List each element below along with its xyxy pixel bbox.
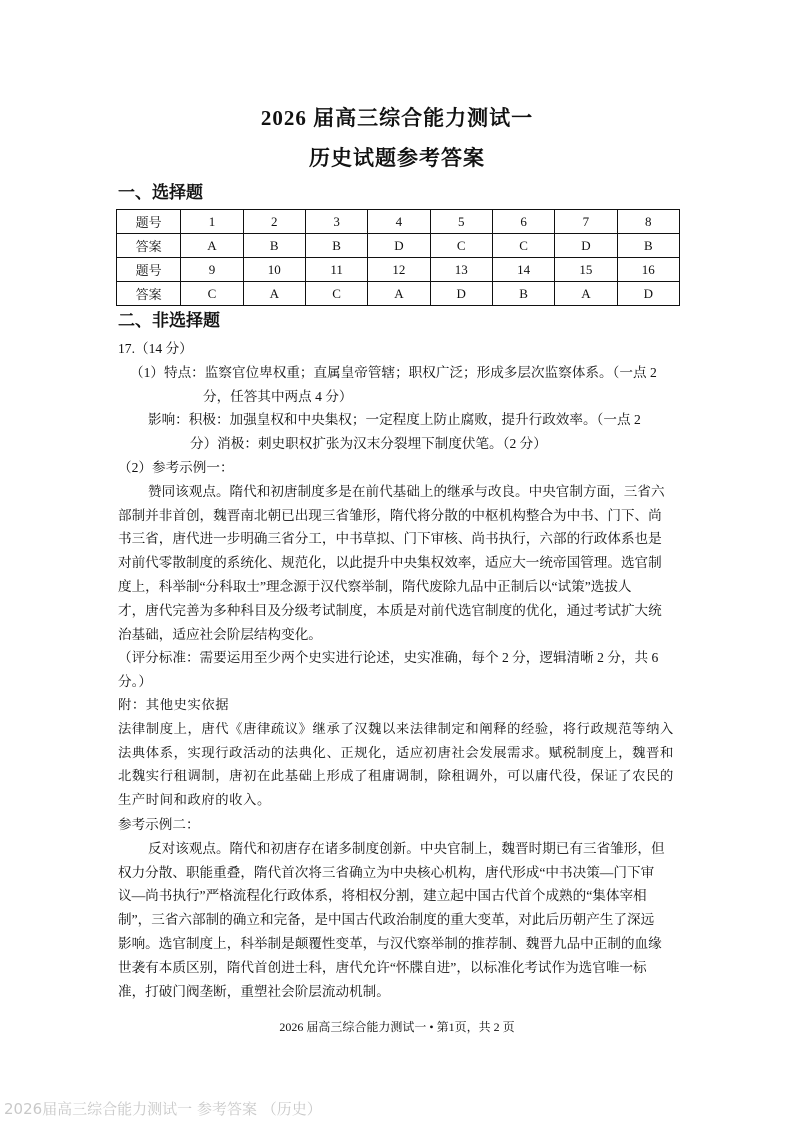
table-cell: 16 [617,258,679,282]
text-line: 生产时间和政府的收入。 [118,793,271,809]
table-row [117,234,680,258]
table-cell: 1 [181,210,243,234]
page-footer: 2026 届高三综合能力测试一 • 第1页，共 2 页 [279,1020,515,1034]
text-line: 17.（14 分） [118,341,193,356]
answer-table [116,209,680,306]
table-cell: A [243,282,305,306]
row-header-cell: 答案 [117,234,181,258]
text-line: 法律制度上，唐代《唐律疏议》继承了汉魏以来法律制定和阐释的经验，将行政规范等纳入 [118,721,674,737]
text-line: 对前代零散制度的系统化、规范化，以此提升中央集权效率，适应大一统帝国管理。选官制 [118,555,662,571]
text-line: 准，打破门阀垄断，重塑社会阶层流动机制。 [118,983,390,999]
table-cell: A [368,282,430,306]
answer-key-title: 历史试题参考答案 [309,146,485,170]
text-line: （2）参考示例一： [118,459,234,475]
table-cell: C [305,282,367,306]
text-line: 影响。选官制度上，科举制是颠覆性变革，与汉代察举制的推荐制、魏晋九品中正制的血缘 [118,935,662,951]
text-line: 制”，三省六部制的确立和完备，是中国古代政治制度的重大变革，对此后历朝产生了深远 [118,912,655,928]
text-line: 度上，科举制“分科取士”理念源于汉代察举制，隋代废除九品中正制后以“试策”选拔人 [118,578,632,594]
text-line: 参考示例二： [118,816,200,832]
table-cell: 7 [555,210,617,234]
watermark: 2026届高三综合能力测试一 参考答案 （历史） [4,1100,322,1118]
text-line: 权力分散、职能重叠，隋代首次将三省确立为中央核心机构，唐代形成“中书决策—门下审 [118,864,655,880]
table-cell: C [181,282,243,306]
table-cell: 4 [368,210,430,234]
text-line: 法典体系，实现行政活动的法典化、正规化，适应初唐社会发展需求。赋税制度上，魏晋和 [118,745,674,761]
table-cell: D [368,234,430,258]
text-line: 影响：积极：加强皇权和中央集权；一定程度上防止腐败，提升行政效率。（一点 2 [148,412,641,428]
text-line: 附：其他史实依据 [118,697,230,713]
text-line: 才，唐代完善为多种科目及分级考试制度，本质是对前代选官制度的优化，通过考试扩大统 [118,602,662,618]
table-cell: 3 [305,210,367,234]
table-cell: D [430,282,492,306]
table-cell: D [555,234,617,258]
table-cell: B [617,234,679,258]
table-cell: 5 [430,210,492,234]
text-line: （1）特点：监察官位卑权重；直属皇帝管辖；职权广泛；形成多层次监察体系。（一点 2 [130,364,657,380]
row-header-cell: 答案 [117,282,181,306]
table-row [117,258,680,282]
row-header-cell: 题号 [117,258,181,282]
text-line: 分）消极：刺史职权扩张为汉末分裂埋下制度伏笔。（2 分） [190,436,547,452]
table-cell: 13 [430,258,492,282]
table-cell: 6 [492,210,554,234]
table-row [117,282,680,306]
table-row [117,210,680,234]
section-heading-multiple-choice: 一、选择题 [118,183,203,203]
table-cell: C [492,234,554,258]
table-cell: 15 [555,258,617,282]
table-cell: A [181,234,243,258]
text-line: 分。） [118,674,152,690]
table-cell: B [492,282,554,306]
table-cell: 12 [368,258,430,282]
table-cell: 10 [243,258,305,282]
table-cell: 11 [305,258,367,282]
table-cell: A [555,282,617,306]
table-cell: 8 [617,210,679,234]
text-line: 部制并非首创，魏晋南北朝已出现三省雏形，隋代将分散的中枢机构整合为中书、门下、尚 [118,507,662,523]
text-line: 治基础，适应社会阶层结构变化。 [118,626,322,642]
section-heading-free-response: 二、非选择题 [118,311,220,331]
table-cell: 14 [492,258,554,282]
exam-title: 2026 届高三综合能力测试一 [260,106,534,130]
text-line: 赞同该观点。隋代和初唐制度多是在前代基础上的继承与改良。中央官制方面，三省六 [148,483,665,499]
table-cell: 2 [243,210,305,234]
table-cell: C [430,234,492,258]
table-cell: B [305,234,367,258]
text-line: 议—尚书执行”严格流程化行政体系，将相权分割，建立起中国古代首个成熟的“集体宰相 [118,888,647,904]
text-line: 书三省，唐代进一步明确三省分工，中书草拟、门下审核、尚书执行，六部的行政体系也是 [118,531,662,547]
text-line: 世袭有本质区别，隋代首创进士科，唐代允许“怀牒自进”，以标准化考试作为选官唯一标 [118,959,647,975]
table-cell: 9 [181,258,243,282]
row-header-cell: 题号 [117,210,181,234]
text-line: 北魏实行租调制，唐初在此基础上形成了租庸调制，除租调外，可以庸代役，保证了农民的 [118,769,674,785]
table-cell: B [243,234,305,258]
text-line: 分，任答其中两点 4 分） [203,388,353,404]
text-line: （评分标准：需要运用至少两个史实进行论述，史实准确，每个 2 分，逻辑清晰 2 分，共 6 [118,650,659,666]
table-cell: D [617,282,679,306]
answer-body [118,337,684,1003]
text-line: 反对该观点。隋代和初唐存在诸多制度创新。中央官制上，魏晋时期已有三省雏形，但 [148,840,665,856]
